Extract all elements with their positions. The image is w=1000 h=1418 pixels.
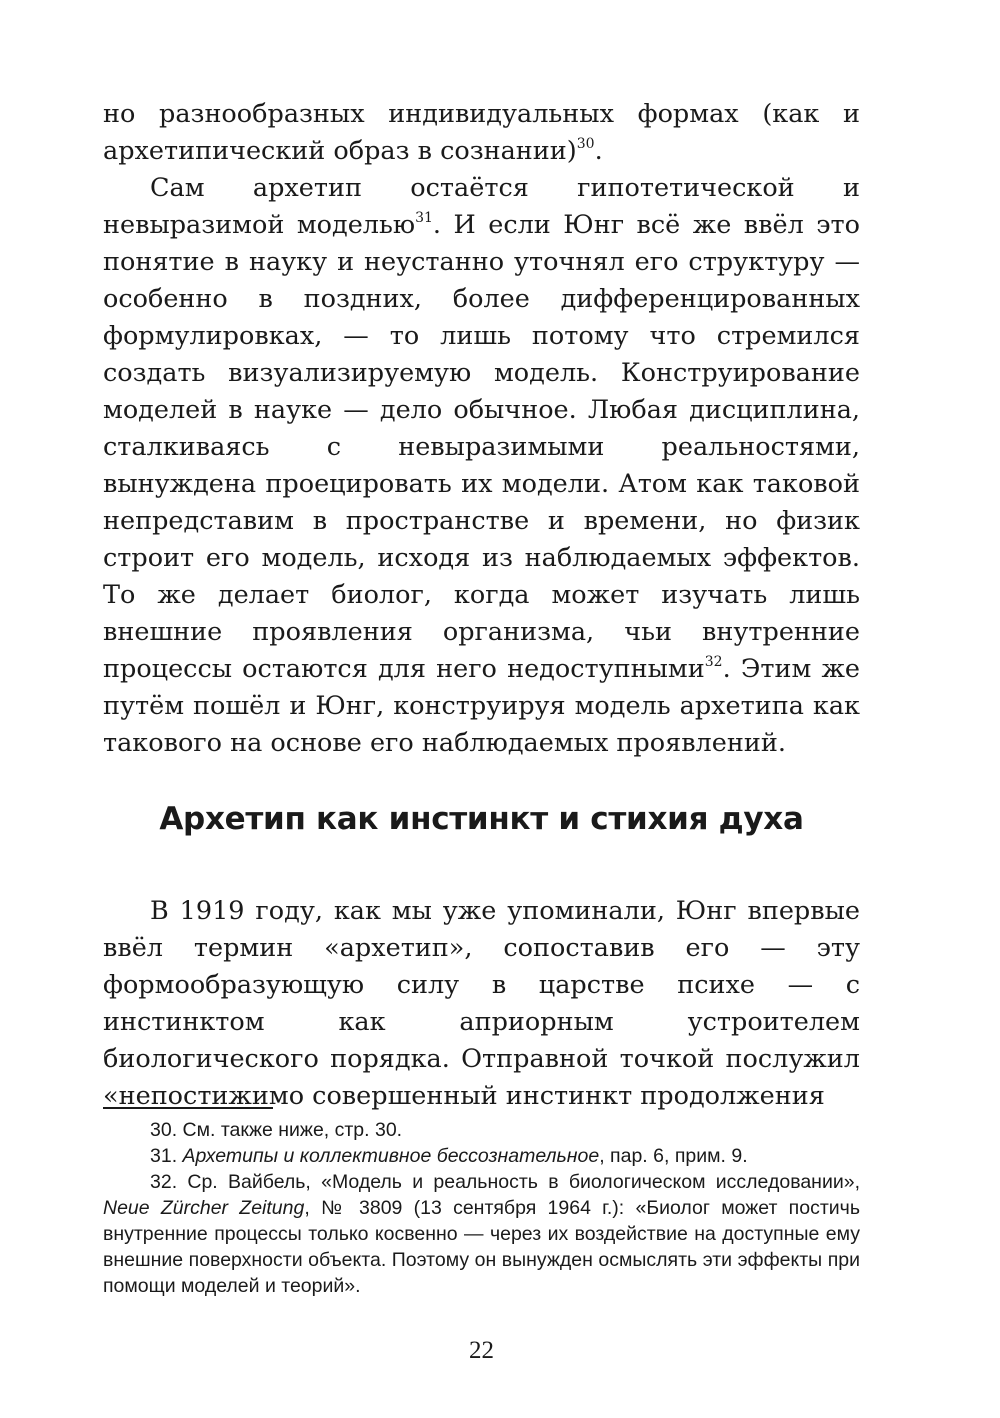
footnote bbox=[103, 1143, 860, 1169]
body-text-bottom bbox=[103, 893, 860, 1115]
footnote bbox=[103, 1169, 860, 1299]
footnote-divider bbox=[103, 1107, 273, 1109]
text-run: . bbox=[594, 136, 603, 166]
text-run: , № 3809 (13 сентября 1964 г.): «Биолог может постичь внутренние процессы только косвенно — через их воздействие на доступные ему внешние поверхности объекта. Поэтому он вынужден осмыслять эти эффекты при помощи моделей и теорий». bbox=[103, 1197, 860, 1297]
text-run: . Этим же путём пошёл и Юнг, конструируя модель архетипа как такового на основе его наблюдаемых проявлений. bbox=[103, 654, 860, 758]
footnote-ref: 30 bbox=[576, 136, 595, 152]
footnotes bbox=[103, 1117, 860, 1299]
text-run: , пар. 6, прим. 9. bbox=[599, 1145, 748, 1167]
page-number: 22 bbox=[469, 1337, 494, 1364]
text-run: В 1919 году, как мы уже упоминали, Юнг впервые ввёл термин «архетип», сопоставив его — эту формообразующую силу в царстве психе — с инстинктом как априорным устроителем биологического порядка. Отправной точкой послужил «непостижимо совершенный инстинкт продолжения bbox=[103, 896, 860, 1111]
footnote bbox=[103, 1117, 860, 1143]
italic-title: Архетипы и коллективное бессознательное bbox=[182, 1145, 600, 1167]
text-run: Сам архетип остаётся гипотетической и невыразимой моделью bbox=[103, 173, 860, 240]
text-run: 31. bbox=[150, 1145, 183, 1167]
paragraph bbox=[103, 893, 860, 1115]
italic-title: Neue Zürcher Zeitung bbox=[103, 1197, 305, 1219]
section-heading: Архетип как инстинкт и стихия духа bbox=[159, 801, 804, 837]
paragraph bbox=[103, 96, 860, 170]
text-run: 30. См. также ниже, стр. 30. bbox=[150, 1119, 403, 1141]
footnote-ref: 32 bbox=[704, 654, 723, 670]
body-text-top bbox=[103, 96, 860, 762]
paragraph bbox=[103, 170, 860, 762]
text-run: . И если Юнг всё же ввёл это понятие в науку и неустанно уточнял его структуру — особенно в поздних, более дифференцированных формулировках, — то лишь потому что стремился создать визуализируемую модель. Конструирование моделей в науке — дело обычное. Любая дисциплина, сталкиваясь с невыразимыми реальностями, вынуждена проецировать их модели. Атом как таковой непредставим в пространстве и времени, но физик строит его модель, исходя из наблюдаемых эффектов. То же делает биолог, когда может изучать лишь внешние проявления организма, чьи внутренние процессы остаются для него недоступными bbox=[103, 210, 860, 684]
text-run: но разнообразных индивидуальных формах (как и архетипический образ в сознании) bbox=[103, 99, 860, 166]
footnote-ref: 31 bbox=[415, 210, 433, 226]
text-run: 32. Ср. Вайбель, «Модель и реальность в биологическом исследовании», bbox=[150, 1171, 860, 1193]
